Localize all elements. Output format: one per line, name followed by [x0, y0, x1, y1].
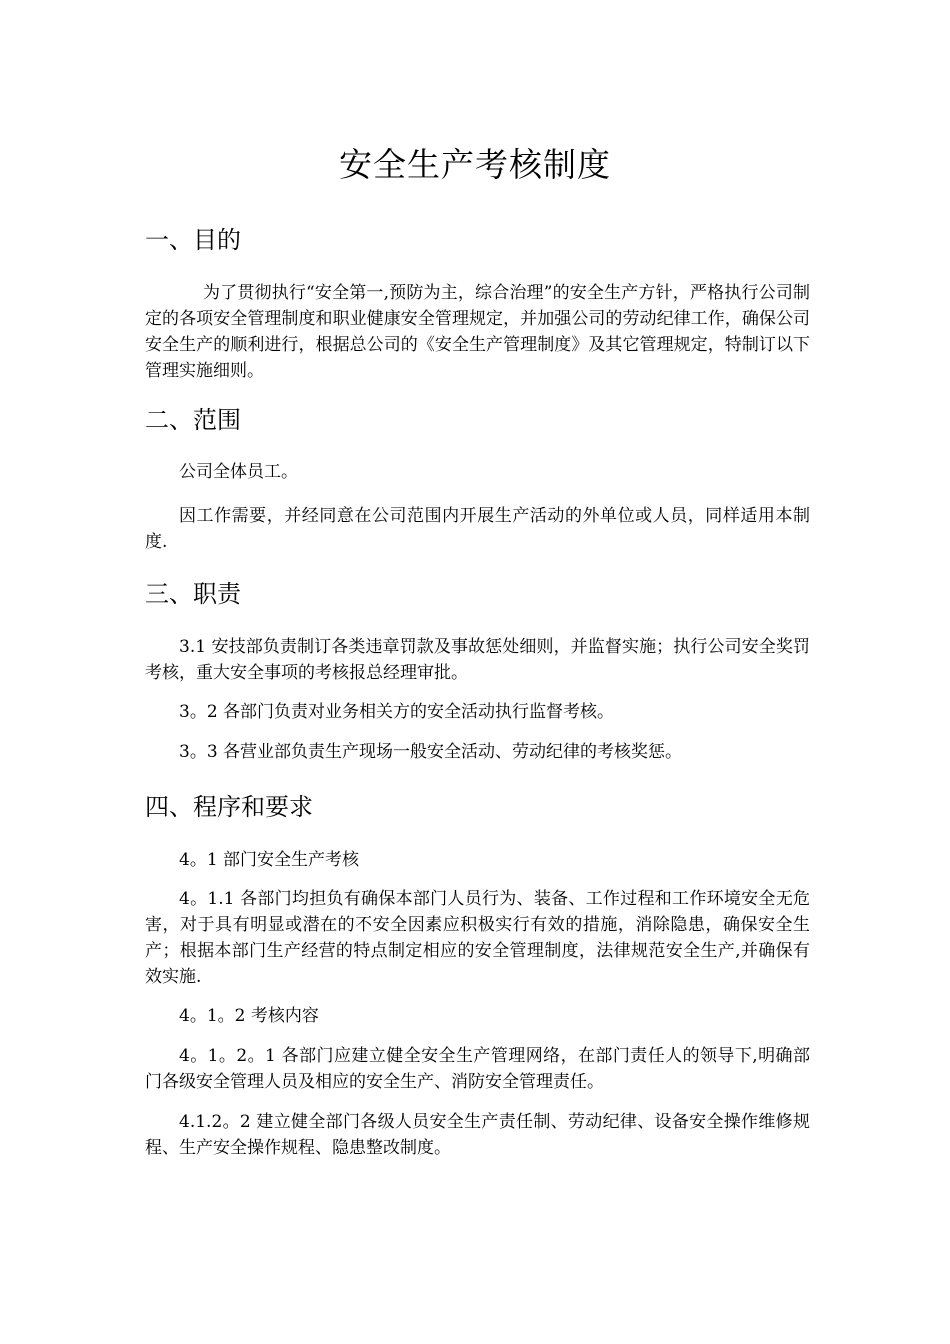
- paragraph: 4。1。2 考核内容: [179, 1006, 319, 1026]
- paragraph: 3。2 各部门负责对业务相关方的安全活动执行监督考核。: [179, 702, 615, 722]
- paragraph: 4。1 部门安全生产考核: [179, 850, 360, 870]
- paragraph: 公司全体员工。: [179, 462, 298, 482]
- paragraph: 4。1。2。1 各部门应建立健全安全生产管理网络，在部门责任人的领导下,明确部门各级安全管理人员及相应的安全生产、消防安全管理责任。: [145, 1046, 810, 1092]
- section-heading-scope: 二、范围: [145, 406, 241, 434]
- section-heading-procedures: 四、程序和要求: [145, 793, 313, 821]
- paragraph: 为了贯彻执行“安全第一,预防为主，综合治理”的安全生产方针，严格执行公司制定的各项安全管理制度和职业健康安全管理规定，并加强公司的劳动纪律工作，确保公司安全生产的顺利进行，根据总公司的《安全生产管理制度》及其它管理规定，特制订以下管理实施细则。: [145, 283, 810, 381]
- section-heading-responsibilities: 三、职责: [145, 580, 241, 608]
- paragraph: 4.1.2。2 建立健全部门各级人员安全生产责任制、劳动纪律、设备安全操作维修规程、生产安全操作规程、隐患整改制度。: [145, 1112, 810, 1158]
- document-title: 安全生产考核制度: [339, 145, 611, 184]
- section-heading-purpose: 一、目的: [145, 226, 241, 254]
- paragraph: 4。1.1 各部门均担负有确保本部门人员行为、装备、工作过程和工作环境安全无危害，对于具有明显或潜在的不安全因素应积极实行有效的措施，消除隐患，确保安全生产；根据本部门生产经营的特点制定相应的安全管理制度，法律规范安全生产,并确保有效实施.: [145, 889, 810, 987]
- paragraph: 因工作需要，并经同意在公司范围内开展生产活动的外单位或人员，同样适用本制度.: [145, 506, 810, 552]
- paragraph: 3.1 安技部负责制订各类违章罚款及事故惩处细则，并监督实施；执行公司安全奖罚考核，重大安全事项的考核报总经理审批。: [145, 637, 810, 683]
- paragraph: 3。3 各营业部负责生产现场一般安全活动、劳动纪律的考核奖惩。: [179, 742, 683, 762]
